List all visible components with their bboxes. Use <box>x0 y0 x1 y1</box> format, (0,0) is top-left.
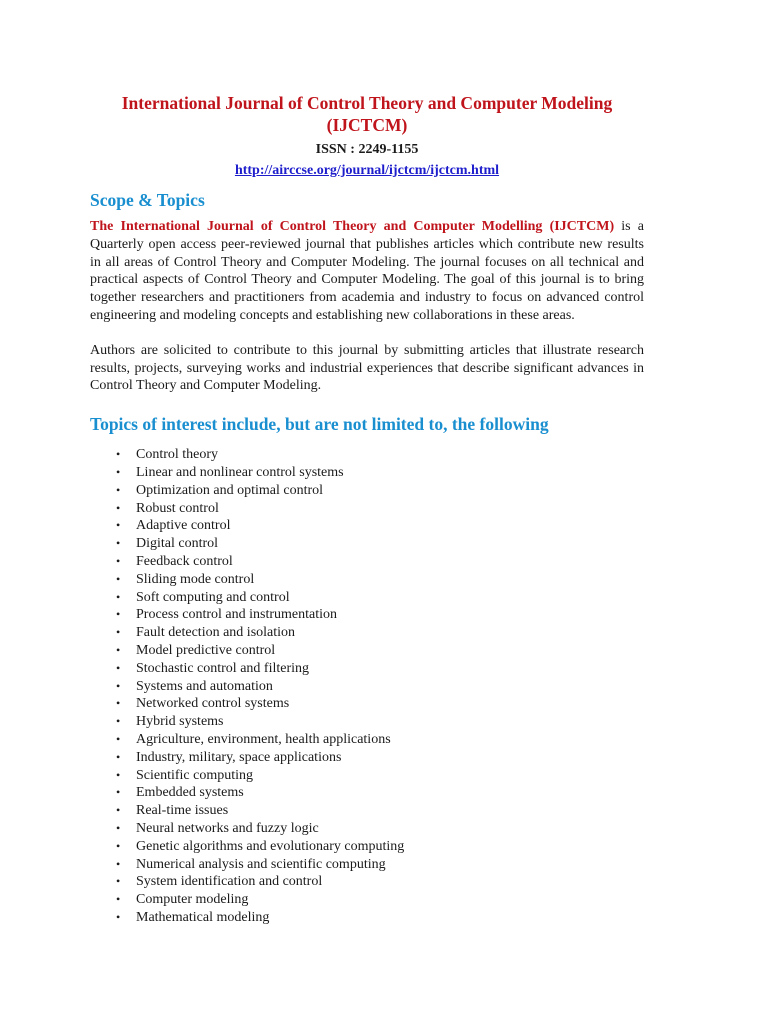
bullet-icon: • <box>116 625 121 640</box>
topic-label: Hybrid systems <box>136 714 224 730</box>
topic-label: Neural networks and fuzzy logic <box>136 820 319 836</box>
topic-item <box>116 749 644 767</box>
topic-item <box>116 535 644 553</box>
topic-item <box>116 856 644 874</box>
topics-of-interest-heading: Topics of interest include, but are not limited to, the following <box>90 414 549 435</box>
authors-paragraph: Authors are solicited to contribute to this journal by submitting articles that illustrate research results, projects, surveying works and industrial experiences that describe significant advances in Control Theory and Computer Modeling. <box>90 342 644 394</box>
topic-item <box>116 660 644 678</box>
journal-url-link[interactable]: http://airccse.org/journal/ijctcm/ijctcm.html <box>234 163 500 178</box>
topic-item <box>116 517 644 535</box>
bullet-icon: • <box>116 553 121 568</box>
journal-title <box>90 92 644 136</box>
bullet-icon: • <box>116 838 121 853</box>
bullet-icon: • <box>116 767 121 782</box>
bullet-icon: • <box>116 803 121 818</box>
topic-label: Mathematical modeling <box>136 909 270 925</box>
bullet-icon: • <box>116 607 121 622</box>
topic-label: Process control and instrumentation <box>136 607 338 623</box>
topic-item <box>116 784 644 802</box>
bullet-icon: • <box>116 447 121 462</box>
topic-item <box>116 891 644 909</box>
topic-item <box>116 767 644 785</box>
topic-label: Soft computing and control <box>136 589 290 605</box>
topic-item <box>116 909 644 927</box>
journal-url <box>90 162 644 180</box>
topic-label: Linear and nonlinear control systems <box>136 464 344 480</box>
intro-paragraph-text: is a Quarterly open access peer-reviewed journal that publishes articles which contribute new results in all areas of Control Theory and Computer Modeling. The journal focuses on all technical and practical aspects of Control Theory and Computer Modeling. The goal of this journal is to bring together researchers and practitioners from academia and industry to focus on advanced control engineering and modeling concepts and establishing new collaborations in these areas. <box>90 219 644 323</box>
topic-label: Embedded systems <box>136 785 244 801</box>
bullet-icon: • <box>116 749 121 764</box>
topic-item <box>116 820 644 838</box>
issn-label: ISSN : 2249-1155 <box>315 142 419 157</box>
bullet-icon: • <box>116 464 121 479</box>
topic-label: Optimization and optimal control <box>136 482 324 498</box>
topic-label: Computer modeling <box>136 892 249 908</box>
topic-label: Systems and automation <box>136 678 273 694</box>
bullet-icon: • <box>116 731 121 746</box>
topic-item <box>116 695 644 713</box>
topic-label: Control theory <box>136 447 219 463</box>
topic-item <box>116 802 644 820</box>
topic-item <box>116 446 644 464</box>
bullet-icon: • <box>116 874 121 889</box>
bullet-icon: • <box>116 660 121 675</box>
topic-item <box>116 500 644 518</box>
topics-list <box>90 446 644 927</box>
journal-title-line2: (IJCTCM) <box>326 115 408 135</box>
bullet-icon: • <box>116 678 121 693</box>
topic-label: Robust control <box>136 500 219 516</box>
topic-label: Agriculture, environment, health applications <box>136 731 391 747</box>
topic-item <box>116 873 644 891</box>
bullet-icon: • <box>116 536 121 551</box>
intro-paragraph <box>90 218 644 325</box>
topic-label: Scientific computing <box>136 767 254 783</box>
bullet-icon: • <box>116 820 121 835</box>
bullet-icon: • <box>116 785 121 800</box>
topic-label: Networked control systems <box>136 696 290 712</box>
topic-item <box>116 838 644 856</box>
bullet-icon: • <box>116 589 121 604</box>
bullet-icon: • <box>116 642 121 657</box>
topic-label: Numerical analysis and scientific computing <box>136 856 386 872</box>
bullet-icon: • <box>116 482 121 497</box>
topic-item <box>116 464 644 482</box>
journal-title-line1: International Journal of Control Theory and Computer Modeling <box>121 93 613 113</box>
bullet-icon: • <box>116 500 121 515</box>
topic-label: Stochastic control and filtering <box>136 660 310 676</box>
topic-item <box>116 571 644 589</box>
topic-label: Real-time issues <box>136 803 229 819</box>
topic-item <box>116 642 644 660</box>
topic-label: Industry, military, space applications <box>136 749 342 765</box>
bullet-icon: • <box>116 909 121 924</box>
topic-item <box>116 589 644 607</box>
bullet-icon: • <box>116 696 121 711</box>
topic-label: Model predictive control <box>136 642 276 658</box>
bullet-icon: • <box>116 714 121 729</box>
topic-label: System identification and control <box>136 874 323 890</box>
topic-label: Fault detection and isolation <box>136 625 296 641</box>
topic-item <box>116 731 644 749</box>
topic-item <box>116 713 644 731</box>
bullet-icon: • <box>116 518 121 533</box>
bullet-icon: • <box>116 571 121 586</box>
scope-topics-heading: Scope & Topics <box>90 190 205 210</box>
topic-label: Sliding mode control <box>136 571 255 587</box>
topic-label: Adaptive control <box>136 518 231 534</box>
topic-label: Feedback control <box>136 553 233 569</box>
topic-item <box>116 482 644 500</box>
topic-label: Digital control <box>136 536 219 552</box>
topic-item <box>116 678 644 696</box>
topic-item <box>116 606 644 624</box>
topic-item <box>116 624 644 642</box>
journal-name-highlight: The International Journal of Control Theory and Computer Modelling (IJCTCM) <box>90 219 615 234</box>
bullet-icon: • <box>116 892 121 907</box>
topic-item <box>116 553 644 571</box>
topic-label: Genetic algorithms and evolutionary computing <box>136 838 405 854</box>
bullet-icon: • <box>116 856 121 871</box>
